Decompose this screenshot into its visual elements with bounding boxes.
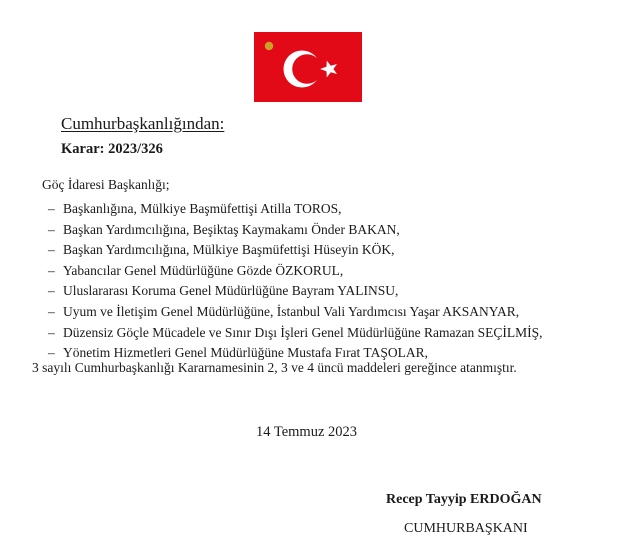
appointment-text: Yönetim Hizmetleri Genel Müdürlüğüne Mustafa Fırat TAŞOLAR, [63,345,428,361]
list-dash: – [48,242,55,258]
appointment-list [48,199,543,364]
appointment-text: Uyum ve İletişim Genel Müdürlüğüne, İstanbul Vali Yardımcısı Yaşar AKSANYAR, [63,303,520,319]
list-item [48,199,543,220]
list-item [48,302,543,323]
list-dash: – [48,303,55,319]
list-item [48,261,543,282]
appointment-text: Yabancılar Genel Müdürlüğüne Gözde ÖZKORUL, [63,262,344,278]
list-dash: – [48,262,55,278]
list-dash: – [48,221,55,237]
list-dash: – [48,345,55,361]
list-item [48,281,543,302]
appointment-text: Başkan Yardımcılığına, Mülkiye Başmüfettişi Hüseyin KÖK, [63,242,395,258]
signer-title: CUMHURBAŞKANI [404,521,528,536]
signer-name: Recep Tayyip ERDOĞAN [386,492,542,507]
issuer-heading: Cumhurbaşkanlığından: [61,114,225,133]
appointment-text: Düzensiz Göçle Mücadele ve Sınır Dışı İşleri Genel Müdürlüğüne Ramazan SEÇİLMİŞ, [63,324,543,340]
decision-date: 14 Temmuz 2023 [256,424,358,440]
appointment-text: Uluslararası Koruma Genel Müdürlüğüne Bayram YALINSU, [63,283,399,299]
closing-sentence: 3 sayılı Cumhurbaşkanlığı Kararnamesinin 2, 3 ve 4 üncü maddeleri gereğince atanmıştır. [32,360,517,375]
appointment-text: Başkanlığına, Mülkiye Başmüfettişi Atilla TOROS, [63,201,342,216]
emblem-sun-icon [265,42,273,50]
intro-line: Göç İdaresi Başkanlığı; [42,177,170,192]
list-item [48,323,543,344]
list-dash: – [48,201,55,216]
decision-number: Karar: 2023/326 [61,141,163,157]
appointment-text: Başkan Yardımcılığına, Beşiktaş Kaymakamı Önder BAKAN, [63,221,400,237]
presidential-emblem-flag [254,32,362,102]
list-dash: – [48,283,55,299]
list-item [48,220,543,241]
list-dash: – [48,324,55,340]
list-item [48,240,543,261]
